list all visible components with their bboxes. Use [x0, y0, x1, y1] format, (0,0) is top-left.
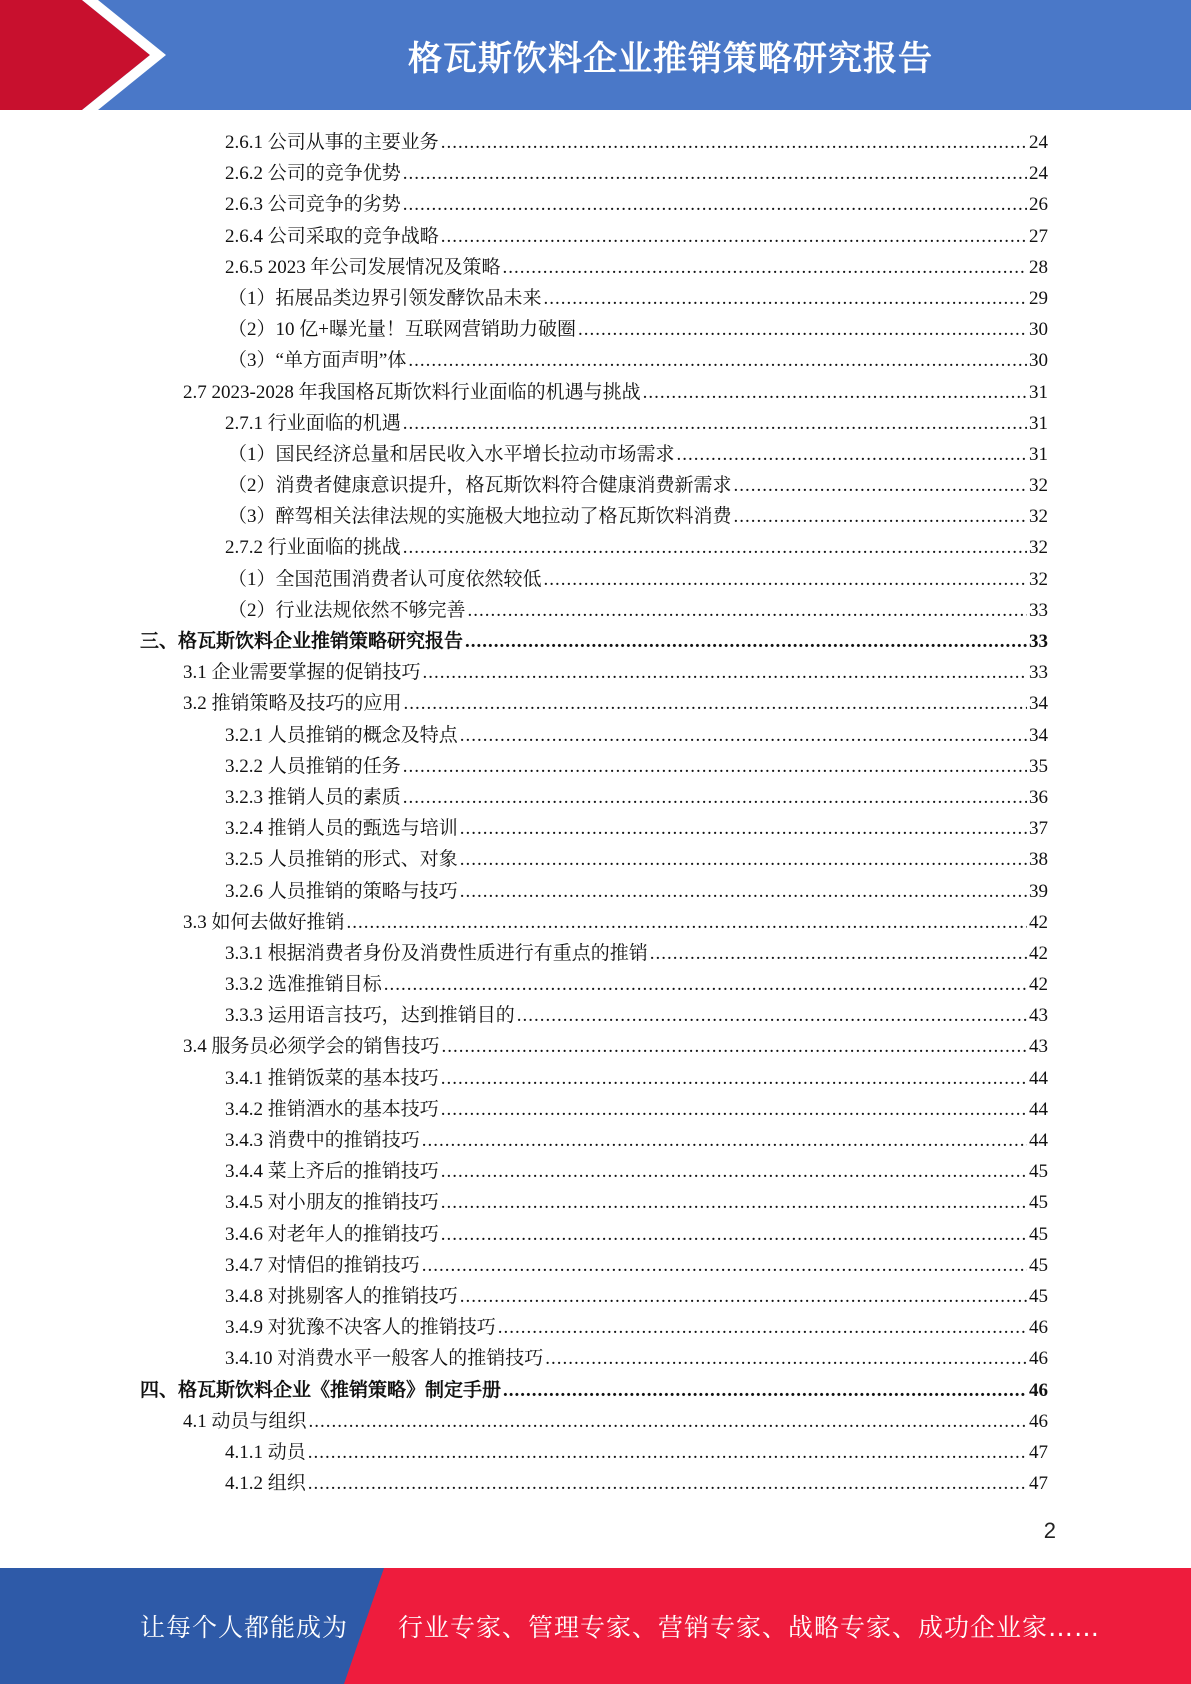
toc-entry-page: 32 [1029, 568, 1048, 590]
toc-entry[interactable] [140, 657, 1048, 688]
toc-entry[interactable] [140, 1406, 1048, 1437]
toc-entry-title: （2）行业法规依然不够完善 [228, 599, 466, 621]
toc-dot-leader [734, 470, 1027, 501]
toc-entry-title: （3）醉驾相关法律法规的实施极大地拉动了格瓦斯饮料消费 [228, 506, 732, 528]
toc-entry[interactable] [140, 720, 1048, 751]
toc-dot-leader [460, 844, 1027, 875]
toc-entry-title: 3.3 如何去做好推销 [183, 911, 345, 933]
toc-entry-page: 24 [1029, 132, 1048, 153]
footer-slogan-right: 行业专家、管理专家、营销专家、战略专家、成功企业家…… [398, 1613, 1101, 1642]
toc-entry[interactable] [140, 1063, 1048, 1094]
toc-entry-title: 3.4.3 消费中的推销技巧 [225, 1130, 420, 1151]
toc-entry-page: 33 [1029, 631, 1048, 652]
toc-entry-title: 3.4.8 对挑剔客人的推销技巧 [225, 1285, 458, 1307]
toc-entry-page: 42 [1029, 974, 1048, 996]
page-footer [0, 1568, 1191, 1684]
toc-entry-page: 42 [1029, 911, 1048, 933]
toc-dot-leader [422, 1250, 1027, 1281]
toc-dot-leader [308, 1437, 1027, 1468]
document-title: 格瓦斯饮料企业推销策略研究报告 [408, 38, 933, 79]
toc-entry-page: 26 [1029, 194, 1048, 216]
toc-entry-page: 24 [1029, 163, 1048, 185]
toc-entry-page: 45 [1029, 1254, 1048, 1276]
toc-dot-leader [503, 1375, 1027, 1406]
toc-entry-page: 36 [1029, 786, 1048, 808]
toc-entry[interactable] [140, 158, 1048, 189]
toc-entry-title: 3.3.2 选准推销目标 [225, 974, 382, 996]
toc-entry[interactable] [140, 1187, 1048, 1218]
toc-entry-page: 30 [1029, 319, 1048, 341]
toc-entry-title: 2.7 2023-2028 年我国格瓦斯饮料行业面临的机遇与挑战 [183, 381, 641, 403]
toc-entry-page: 44 [1029, 1067, 1048, 1089]
toc-dot-leader [441, 1219, 1027, 1250]
toc-entry-title: 2.6.1 公司从事的主要业务 [225, 132, 439, 153]
toc-entry[interactable] [140, 1343, 1048, 1374]
toc-entry-title: （1）全国范围消费者认可度依然较低 [228, 568, 542, 590]
toc-entry-title: 3.2.5 人员推销的形式、对象 [225, 849, 458, 871]
toc-entry-page: 44 [1029, 1130, 1048, 1151]
toc-entry-title: 三、格瓦斯饮料企业推销策略研究报告 [140, 631, 464, 652]
toc-entry-title: 2.7.2 行业面临的挑战 [225, 537, 401, 559]
toc-entry-page: 45 [1029, 1223, 1048, 1245]
toc-entry-page: 32 [1029, 475, 1048, 497]
toc-entry[interactable] [140, 751, 1048, 782]
toc-entry-title: （2）消费者健康意识提升，格瓦斯饮料符合健康消费新需求 [228, 475, 732, 497]
toc-entry[interactable] [140, 314, 1048, 345]
toc-entry-page: 28 [1029, 256, 1048, 278]
toc-entry-title: 3.4.6 对老年人的推销技巧 [225, 1223, 439, 1245]
toc-entry-page: 45 [1029, 1192, 1048, 1214]
toc-dot-leader [441, 221, 1027, 252]
toc-entry[interactable] [140, 439, 1048, 470]
toc-entry-page: 38 [1029, 849, 1048, 871]
toc-dot-leader [460, 1281, 1027, 1312]
toc-entry[interactable] [140, 1125, 1048, 1156]
toc-entry[interactable] [140, 221, 1048, 252]
toc-dot-leader [404, 688, 1027, 719]
toc-entry[interactable] [140, 127, 1048, 158]
toc-entry-title: 3.2.4 推销人员的甄选与培训 [225, 818, 458, 840]
toc-entry-page: 46 [1029, 1348, 1048, 1370]
toc-entry[interactable] [140, 1031, 1048, 1062]
toc-dot-leader [498, 1312, 1027, 1343]
toc-dot-leader [460, 813, 1027, 844]
toc-entry[interactable] [140, 283, 1048, 314]
toc-entry-page: 46 [1029, 1317, 1048, 1339]
toc-entry-page: 32 [1029, 537, 1048, 559]
toc-entry-page: 30 [1029, 350, 1048, 372]
toc-entry[interactable] [140, 1219, 1048, 1250]
toc-entry-title: 3.1 企业需要掌握的促销技巧 [183, 662, 421, 684]
toc-entry-title: 3.2.6 人员推销的策略与技巧 [225, 880, 458, 902]
toc-dot-leader [643, 377, 1027, 408]
footer-slogan-left: 让每个人都能成为 [140, 1613, 349, 1642]
toc-entry-title: 2.6.4 公司采取的竞争战略 [225, 225, 439, 247]
toc-dot-leader [403, 751, 1027, 782]
toc-entry[interactable] [140, 1250, 1048, 1281]
toc-entry-page: 31 [1029, 381, 1048, 403]
toc-entry-title: 3.4.10 对消费水平一般客人的推销技巧 [225, 1348, 544, 1370]
toc-dot-leader [650, 938, 1027, 969]
toc-dot-leader [441, 1187, 1027, 1218]
toc-entry[interactable] [140, 595, 1048, 626]
toc-entry[interactable] [140, 408, 1048, 439]
toc-entry-page: 27 [1029, 225, 1048, 247]
toc-entry-page: 33 [1029, 662, 1048, 684]
toc-entry-title: 4.1.1 动员 [225, 1441, 306, 1463]
toc-entry-page: 34 [1029, 693, 1048, 715]
toc-dot-leader [517, 1000, 1027, 1031]
toc-entry-title: 3.4.7 对情侣的推销技巧 [225, 1254, 420, 1276]
toc-entry-page: 45 [1029, 1161, 1048, 1183]
toc-entry[interactable] [140, 844, 1048, 875]
toc-entry-title: 3.3.1 根据消费者身份及消费性质进行有重点的推销 [225, 942, 648, 964]
toc-entry-page: 35 [1029, 755, 1048, 777]
toc-entry-page: 44 [1029, 1098, 1048, 1120]
toc-entry-title: 3.4.1 推销饭菜的基本技巧 [225, 1067, 439, 1089]
toc-entry[interactable] [140, 1000, 1048, 1031]
toc-entry[interactable] [140, 252, 1048, 283]
toc-entry-title: （3）“单方面声明”体 [228, 350, 407, 372]
toc-entry[interactable] [140, 969, 1048, 1000]
toc-entry-title: 3.2 推销策略及技巧的应用 [183, 693, 402, 715]
toc-dot-leader [423, 657, 1027, 688]
toc-dot-leader [441, 1063, 1027, 1094]
toc-entry-page: 32 [1029, 506, 1048, 528]
toc-dot-leader [544, 283, 1027, 314]
toc-entry-title: 3.2.3 推销人员的素质 [225, 786, 401, 808]
toc-entry[interactable] [140, 938, 1048, 969]
toc-entry-title: 3.4.5 对小朋友的推销技巧 [225, 1192, 439, 1214]
toc-entry[interactable] [140, 1156, 1048, 1187]
toc-entry-page: 33 [1029, 599, 1048, 621]
toc-dot-leader [544, 564, 1027, 595]
toc-entry[interactable] [140, 688, 1048, 719]
toc-entry[interactable] [140, 1312, 1048, 1343]
toc-dot-leader [441, 127, 1027, 158]
toc-dot-leader [465, 626, 1027, 657]
page-header [0, 0, 1191, 110]
toc-dot-leader [403, 782, 1027, 813]
toc-entry[interactable] [140, 907, 1048, 938]
toc-entry-title: （2）10 亿+曝光量！互联网营销助力破圈 [228, 319, 576, 341]
toc-entry-title: （1）拓展品类边界引领发酵饮品未来 [228, 287, 542, 309]
toc-entry[interactable] [140, 345, 1048, 376]
toc-entry[interactable] [140, 1375, 1048, 1406]
toc-entry-title: 4.1.2 组织 [225, 1473, 306, 1495]
toc-entry-page: 42 [1029, 942, 1048, 964]
toc-entry[interactable] [140, 626, 1048, 657]
toc-dot-leader [734, 501, 1027, 532]
toc-dot-leader [468, 595, 1027, 626]
toc-entry-title: 3.4.2 推销酒水的基本技巧 [225, 1098, 439, 1120]
toc-dot-leader [545, 1343, 1027, 1374]
toc-dot-leader [403, 408, 1027, 439]
toc-entry-title: 3.3.3 运用语言技巧，达到推销目的 [225, 1005, 515, 1027]
toc-entry-page: 43 [1029, 1036, 1048, 1058]
toc-entry-title: （1）国民经济总量和居民收入水平增长拉动市场需求 [228, 443, 675, 465]
toc-entry-title: 2.6.2 公司的竞争优势 [225, 163, 401, 185]
toc-dot-leader [408, 345, 1027, 376]
toc-entry-title: 2.6.5 2023 年公司发展情况及策略 [225, 256, 501, 278]
toc-entry[interactable] [140, 470, 1048, 501]
toc-entry[interactable] [140, 782, 1048, 813]
toc-entry[interactable] [140, 1281, 1048, 1312]
toc-dot-leader [347, 907, 1027, 938]
toc-dot-leader [441, 1156, 1027, 1187]
toc-entry[interactable] [140, 876, 1048, 907]
toc-entry-page: 34 [1029, 724, 1048, 746]
toc-entry-page: 31 [1029, 443, 1048, 465]
toc-entry-page: 43 [1029, 1005, 1048, 1027]
toc-dot-leader [384, 969, 1027, 1000]
toc-entry[interactable] [140, 189, 1048, 220]
toc-entry[interactable] [140, 532, 1048, 563]
toc-dot-leader [442, 1031, 1027, 1062]
toc-dot-leader [403, 532, 1027, 563]
toc-entry-title: 3.4 服务员必须学会的销售技巧 [183, 1036, 440, 1058]
toc-entry-title: 4.1 动员与组织 [183, 1410, 307, 1432]
toc-entry-page: 31 [1029, 412, 1048, 434]
toc-dot-leader [460, 876, 1027, 907]
toc-entry[interactable] [140, 1094, 1048, 1125]
toc-entry[interactable] [140, 813, 1048, 844]
toc-entry-page: 37 [1029, 818, 1048, 840]
toc-dot-leader [578, 314, 1027, 345]
toc-entry-page: 39 [1029, 880, 1048, 902]
toc-entry-title: 3.2.2 人员推销的任务 [225, 755, 401, 777]
toc-dot-leader [441, 1094, 1027, 1125]
toc-entry-title: 2.6.3 公司竞争的劣势 [225, 194, 401, 216]
toc-entry[interactable] [140, 377, 1048, 408]
toc-entry[interactable] [140, 1468, 1048, 1499]
toc-dot-leader [460, 720, 1027, 751]
toc-entry-title: 3.2.1 人员推销的概念及特点 [225, 724, 458, 746]
toc-entry[interactable] [140, 1437, 1048, 1468]
toc-entry[interactable] [140, 501, 1048, 532]
toc-dot-leader [403, 158, 1027, 189]
toc-dot-leader [308, 1468, 1027, 1499]
toc-entry[interactable] [140, 564, 1048, 595]
toc-entry-page: 46 [1029, 1410, 1048, 1432]
toc-entry-title: 2.7.1 行业面临的机遇 [225, 412, 401, 434]
toc-entry-page: 47 [1029, 1441, 1048, 1463]
toc-dot-leader [503, 252, 1027, 283]
toc-dot-leader [309, 1406, 1027, 1437]
toc-entry-page: 47 [1029, 1473, 1048, 1495]
toc-dot-leader [403, 189, 1027, 220]
page-number: 2 [1043, 1518, 1056, 1543]
toc-entry-title: 四、格瓦斯饮料企业《推销策略》制定手册 [140, 1379, 502, 1401]
toc-entry-page: 45 [1029, 1285, 1048, 1307]
toc-entry-page: 46 [1029, 1379, 1048, 1401]
toc-entry-title: 3.4.4 菜上齐后的推销技巧 [225, 1161, 439, 1183]
toc-entry-page: 29 [1029, 287, 1048, 309]
toc-dot-leader [422, 1125, 1027, 1156]
table-of-contents [140, 127, 1048, 1499]
toc-entry-title: 3.4.9 对犹豫不决客人的推销技巧 [225, 1317, 496, 1339]
toc-dot-leader [677, 439, 1027, 470]
